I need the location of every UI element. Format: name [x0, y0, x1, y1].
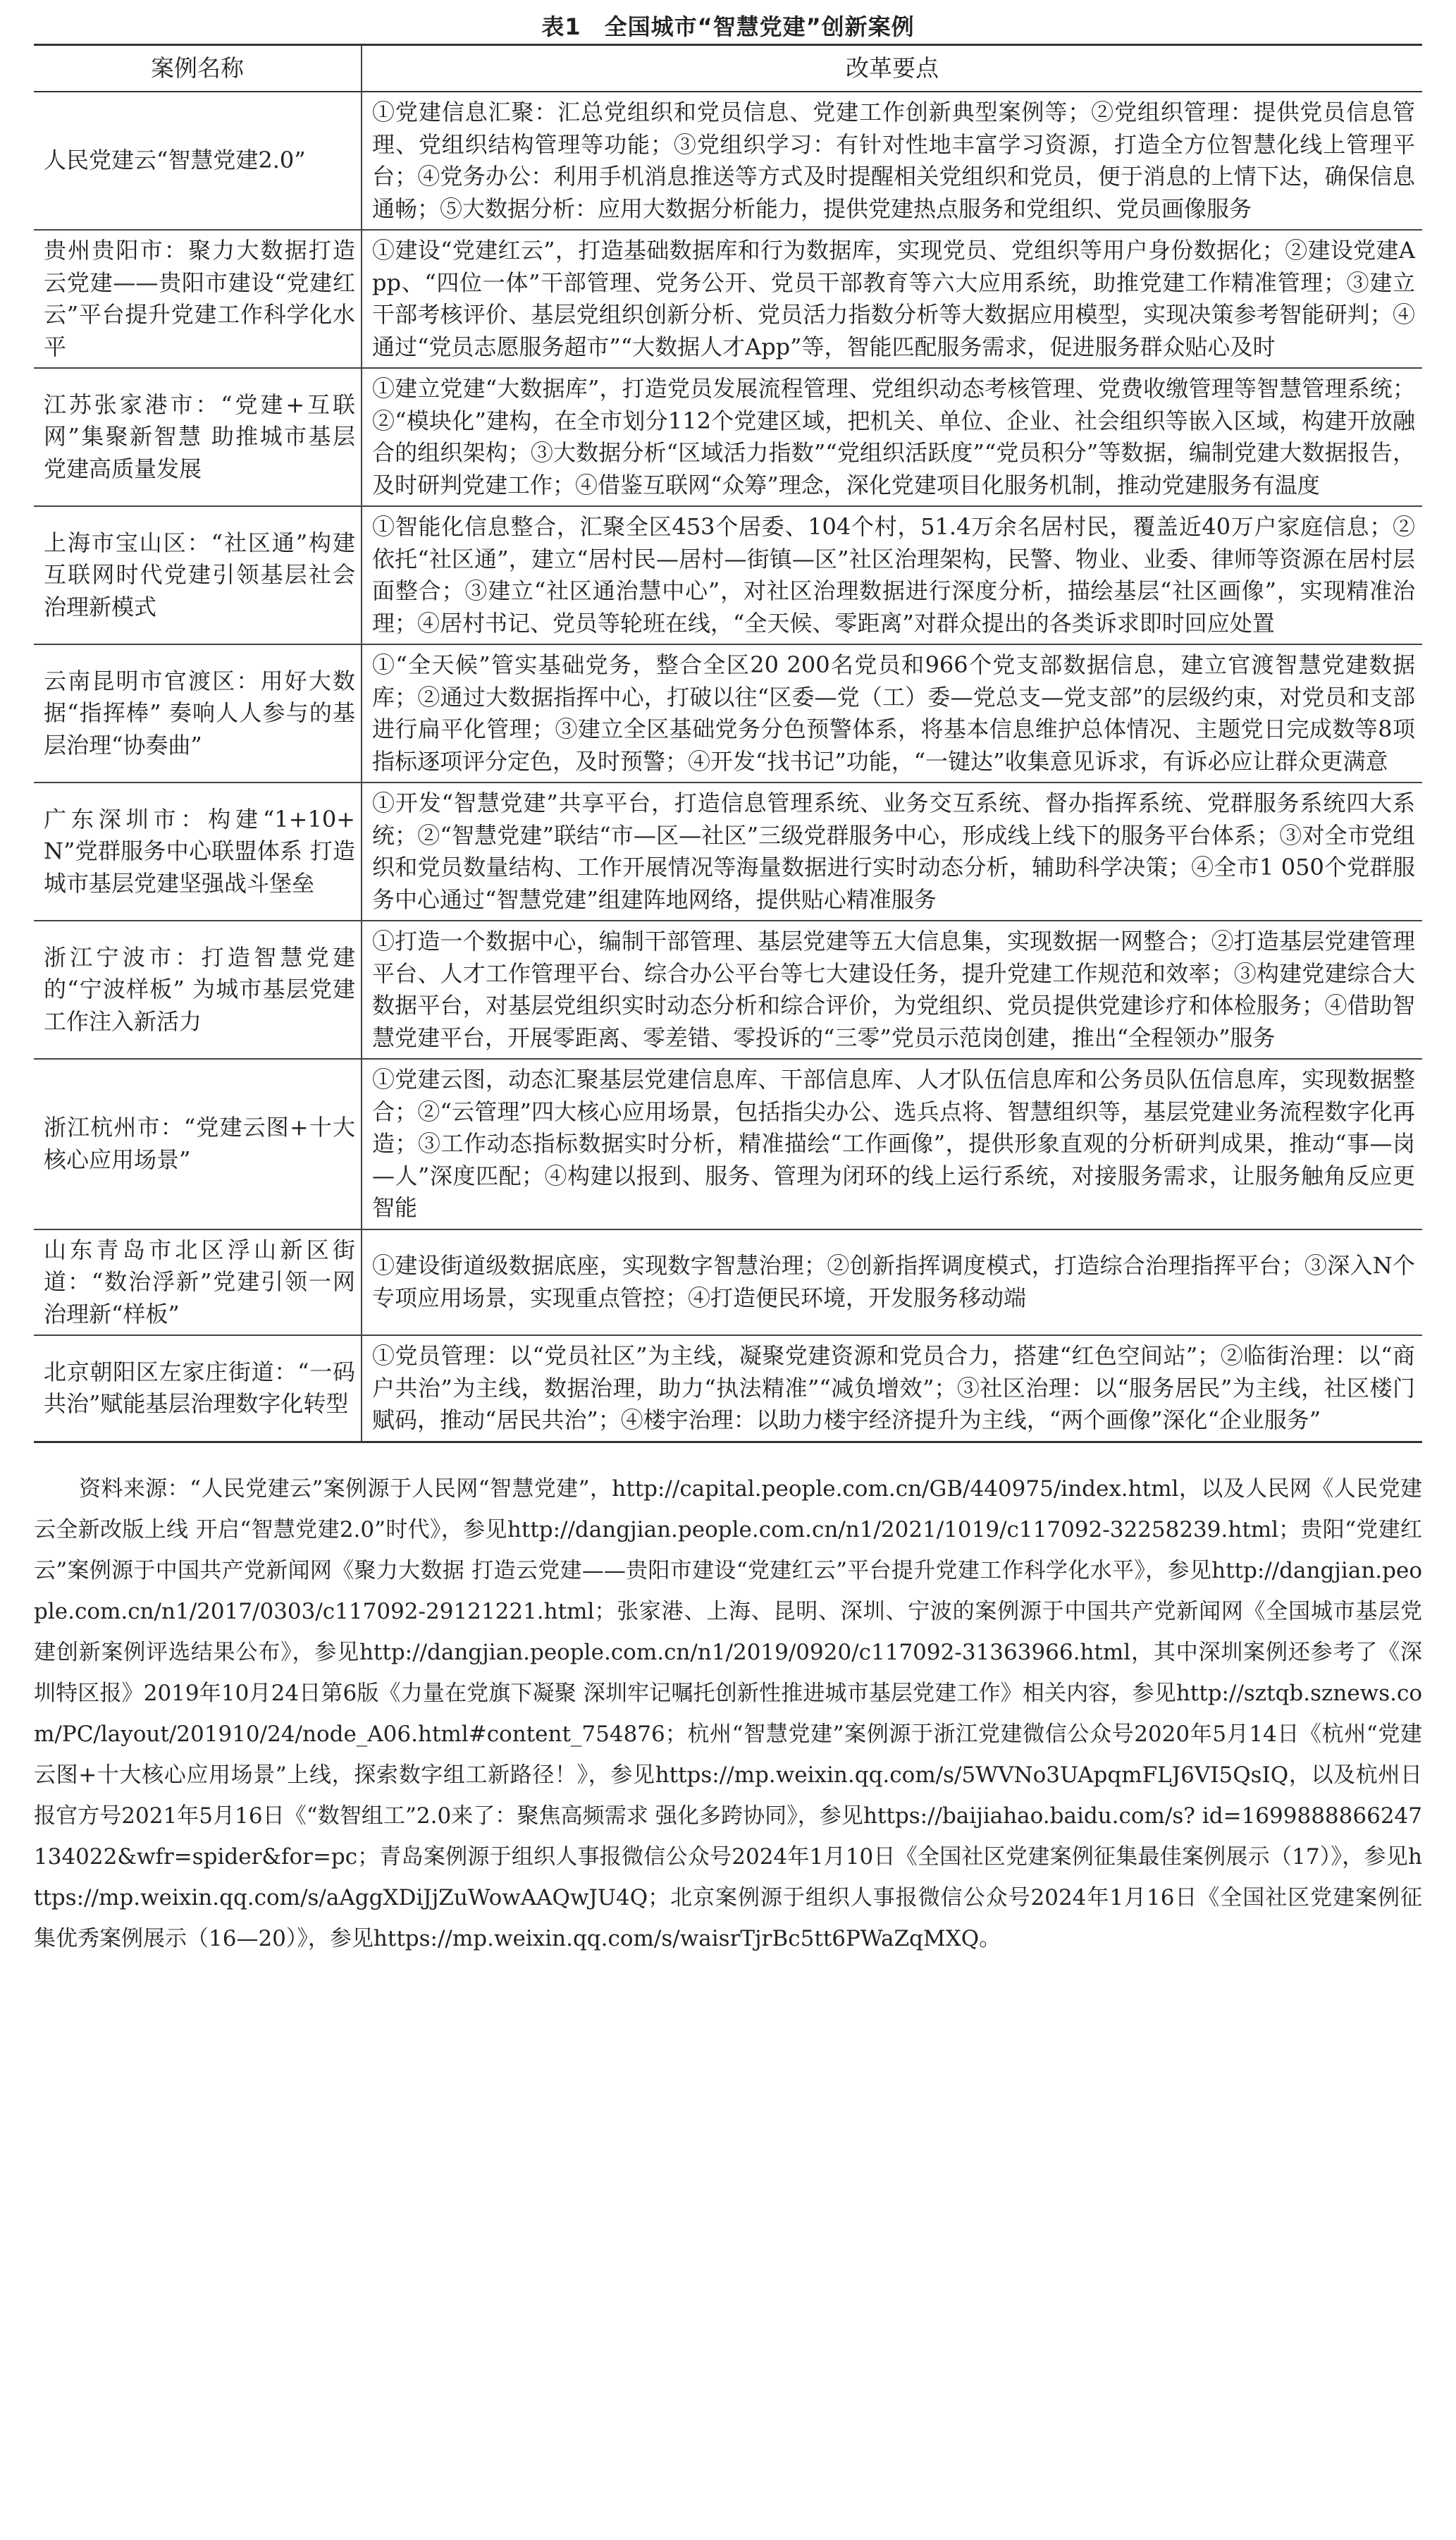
case-name: 上海市宝山区：“社区通”构建互联网时代党建引领基层社会治理新模式 [34, 506, 362, 644]
header-reform-points: 改革要点 [362, 45, 1422, 92]
table-row [34, 783, 1422, 921]
case-name: 北京朝阳区左家庄街道：“一码共治”赋能基层治理数字化转型 [34, 1335, 362, 1442]
table-row [34, 92, 1422, 230]
case-name: 广东深圳市：构建“1+10+N”党群服务中心联盟体系 打造城市基层党建坚强战斗堡垒 [34, 783, 362, 921]
case-name: 云南昆明市官渡区：用好大数据“指挥棒” 奏响人人参与的基层治理“协奏曲” [34, 644, 362, 783]
reform-points: ①党建信息汇聚：汇总党组织和党员信息、党建工作创新典型案例等；②党组织管理：提供党员信息管理、党组织结构管理等功能；③党组织学习：有针对性地丰富学习资源，打造全方位智慧化线上管理平台；④党务办公：利用手机消息推送等方式及时提醒相关党组织和党员，便于消息的上情下达，确保信息通畅；⑤大数据分析：应用大数据分析能力，提供党建热点服务和党组织、党员画像服务 [362, 92, 1422, 230]
table-row [34, 921, 1422, 1059]
case-name: 江苏张家港市：“党建+互联网”集聚新智慧 助推城市基层党建高质量发展 [34, 368, 362, 506]
reform-points: ①建设街道级数据底座，实现数字智慧治理；②创新指挥调度模式，打造综合治理指挥平台；③深入N个专项应用场景，实现重点管控；④打造便民环境，开发服务移动端 [362, 1229, 1422, 1336]
table-title: 表1 全国城市“智慧党建”创新案例 [541, 13, 915, 40]
table-row [34, 1335, 1422, 1442]
table-header-row [34, 45, 1422, 92]
reform-points: ①党员管理：以“党员社区”为主线，凝聚党建资源和党员合力，搭建“红色空间站”；②临街治理：以“商户共治”为主线，数据治理，助力“执法精准”“减负增效”；③社区治理：以“服务居民”为主线，社区楼门赋码，推动“居民共治”；④楼宇治理：以助力楼宇经济提升为主线，“两个画像”深化“企业服务” [362, 1335, 1422, 1442]
reform-points: ①“全天候”管实基础党务，整合全区20 200名党员和966个党支部数据信息，建立官渡智慧党建数据库；②通过大数据指挥中心，打破以往“区委—党（工）委—党总支—党支部”的层级约束，对党员和支部进行扁平化管理；③建立全区基础党务分色预警体系，将基本信息维护总体情况、主题党日完成数等8项指标逐项评分定色，及时预警；④开发“找书记”功能，“一键达”收集意见诉求，有诉必应让群众更满意 [362, 644, 1422, 783]
case-name: 浙江杭州市：“党建云图+十大核心应用场景” [34, 1059, 362, 1229]
header-case-name: 案例名称 [34, 45, 362, 92]
case-name: 山东青岛市北区浮山新区街道：“数治浮新”党建引领一网治理新“样板” [34, 1229, 362, 1336]
table-row [34, 1229, 1422, 1336]
table-row [34, 368, 1422, 506]
reform-points: ①建立党建“大数据库”，打造党员发展流程管理、党组织动态考核管理、党费收缴管理等智慧管理系统；②“模块化”建构，在全市划分112个党建区域，把机关、单位、企业、社会组织等嵌入区域，构建开放融合的组织架构；③大数据分析“区域活力指数”“党组织活跃度”“党员积分”等数据，编制党建大数据报告，及时研判党建工作；④借鉴互联网“众筹”理念，深化党建项目化服务机制，推动党建服务有温度 [362, 368, 1422, 506]
source-note: 资料来源：“人民党建云”案例源于人民网“智慧党建”，http://capital.people.com.cn/GB/440975/index.html，以及人民网《人民党建云全新改版上线 开启“智慧党建2.0”时代》，参见http://dangjian.people.com.cn/n1/2021/1019/c117092-32258239.html；贵阳“党建红云”案例源于中国共产党新闻网《聚力大数据 打造云党建——贵阳市建设“党建红云”平台提升党建工作科学化水平》，参见http://dangjian.people.com.cn/n1/2017/0303/c117092-29121221.html；张家港、上海、昆明、深圳、宁波的案例源于中国共产党新闻网《全国城市基层党建创新案例评选结果公布》，参见http://dangjian.people.com.cn/n1/2019/0920/c117092-31363966.html，其中深圳案例还参考了《深圳特区报》2019年10月24日第6版《力量在党旗下凝聚 深圳牢记嘱托创新性推进城市基层党建工作》相关内容，参见http://sztqb.sznews.com/PC/layout/201910/24/node_A06.html#content_754876；杭州“智慧党建”案例源于浙江党建微信公众号2020年5月14日《杭州“党建云图+十大核心应用场景”上线，探索数字组工新路径！》，参见https://mp.weixin.qq.com/s/5WVNo3UApqmFLJ6VI5QsIQ，以及杭州日报官方号2021年5月16日《“数智组工”2.0来了：聚焦高频需求 强化多跨协同》，参见https://baijiahao.baidu.com/s? id=1699888866247134022&wfr=spider&for=pc；青岛案例源于组织人事报微信公众号2024年1月10日《全国社区党建案例征集最佳案例展示（17）》，参见https://mp.weixin.qq.com/s/aAggXDiJjZuWowAAQwJU4Q；北京案例源于组织人事报微信公众号2024年1月16日《全国社区党建案例征集优秀案例展示（16—20）》，参见https://mp.weixin.qq.com/s/waisrTjrBc5tt6PWaZqMXQ。 [34, 1475, 1422, 1951]
reform-points: ①智能化信息整合，汇聚全区453个居委、104个村，51.4万余名居村民，覆盖近40万户家庭信息；②依托“社区通”，建立“居村民—居村—街镇—区”社区治理架构，民警、物业、业委、律师等资源在居村层面整合；③建立“社区通治慧中心”，对社区治理数据进行深度分析，描绘基层“社区画像”，实现精准治理；④居村书记、党员等轮班在线，“全天候、零距离”对群众提出的各类诉求即时回应处置 [362, 506, 1422, 644]
case-name: 贵州贵阳市：聚力大数据打造云党建——贵阳市建设“党建红云”平台提升党建工作科学化水平 [34, 230, 362, 368]
case-name: 浙江宁波市：打造智慧党建的“宁波样板” 为城市基层党建工作注入新活力 [34, 921, 362, 1059]
reform-points: ①打造一个数据中心，编制干部管理、基层党建等五大信息集，实现数据一网整合；②打造基层党建管理平台、人才工作管理平台、综合办公平台等七大建设任务，提升党建工作规范和效率；③构建党建综合大数据平台，对基层党组织实时动态分析和综合评价，为党组织、党员提供党建诊疗和体检服务；④借助智慧党建平台，开展零距离、零差错、零投诉的“三零”党员示范岗创建，推出“全程领办”服务 [362, 921, 1422, 1059]
cases-table [34, 44, 1422, 1443]
table-row [34, 644, 1422, 783]
reform-points: ①开发“智慧党建”共享平台，打造信息管理系统、业务交互系统、督办指挥系统、党群服务系统四大系统；②“智慧党建”联结“市—区—社区”三级党群服务中心，形成线上线下的服务平台体系；③对全市党组织和党员数量结构、工作开展情况等海量数据进行实时动态分析，辅助科学决策；④全市1 050个党群服务中心通过“智慧党建”组建阵地网络，提供贴心精准服务 [362, 783, 1422, 921]
reform-points: ①党建云图，动态汇聚基层党建信息库、干部信息库、人才队伍信息库和公务员队伍信息库，实现数据整合；②“云管理”四大核心应用场景，包括指尖办公、选兵点将、智慧组织等，基层党建业务流程数字化再造；③工作动态指标数据实时分析，精准描绘“工作画像”，提供形象直观的分析研判成果，推动“事—岗—人”深度匹配；④构建以报到、服务、管理为闭环的线上运行系统，对接服务需求，让服务触角反应更智能 [362, 1059, 1422, 1229]
table-row [34, 230, 1422, 368]
reform-points: ①建设“党建红云”，打造基础数据库和行为数据库，实现党员、党组织等用户身份数据化；②建设党建App、“四位一体”干部管理、党务公开、党员干部教育等六大应用系统，助推党建工作精准管理；③建立干部考核评价、基层党组织创新分析、党员活力指数分析等大数据应用模型，实现决策参考智能研判；④通过“党员志愿服务超市”“大数据人才App”等，智能匹配服务需求，促进服务群众贴心及时 [362, 230, 1422, 368]
case-name: 人民党建云“智慧党建2.0” [34, 92, 362, 230]
table-row [34, 506, 1422, 644]
table-row [34, 1059, 1422, 1229]
